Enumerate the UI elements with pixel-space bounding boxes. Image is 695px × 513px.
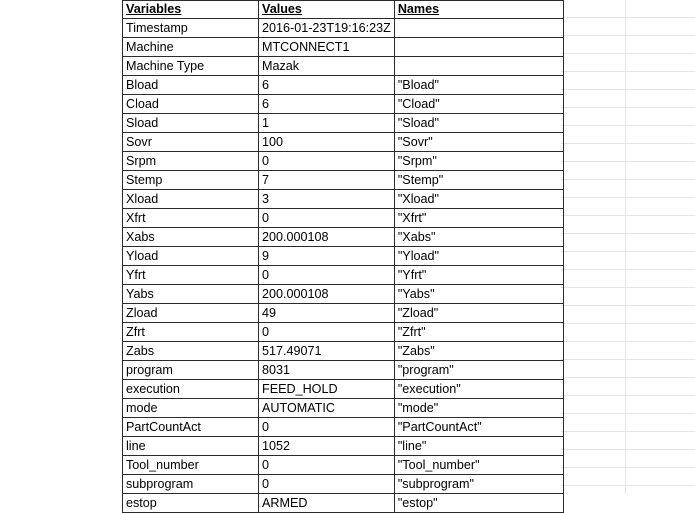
column-header-names[interactable] <box>394 1 563 19</box>
cell-name[interactable]: "Yload" <box>394 247 563 266</box>
cell-name[interactable]: "Yfrt" <box>394 266 563 285</box>
column-header-values-label: Values <box>262 2 302 17</box>
cell-name[interactable]: "execution" <box>394 380 563 399</box>
table-row <box>123 285 564 304</box>
cell-value[interactable]: 0 <box>259 418 395 437</box>
cell-value[interactable]: FEED_HOLD <box>259 380 395 399</box>
table-row <box>123 475 564 494</box>
cell-name[interactable]: "Srpm" <box>394 152 563 171</box>
column-header-names-label: Names <box>397 2 440 17</box>
table-row <box>123 95 564 114</box>
cell-value[interactable]: ARMED <box>259 494 395 513</box>
cell-value[interactable]: 7 <box>259 171 395 190</box>
cell-variable[interactable]: PartCountAct <box>123 418 259 437</box>
cell-variable[interactable]: execution <box>123 380 259 399</box>
cell-value[interactable]: 0 <box>259 323 395 342</box>
cell-value[interactable]: Mazak <box>259 57 395 76</box>
table-row <box>123 19 564 38</box>
cell-name[interactable] <box>394 38 563 57</box>
table-row <box>123 399 564 418</box>
cell-value[interactable]: 1 <box>259 114 395 133</box>
cell-name[interactable]: "subprogram" <box>394 475 563 494</box>
cell-value[interactable]: 1052 <box>259 437 395 456</box>
cell-variable[interactable]: program <box>123 361 259 380</box>
cell-variable[interactable]: Cload <box>123 95 259 114</box>
cell-variable[interactable]: subprogram <box>123 475 259 494</box>
cell-value[interactable]: 0 <box>259 266 395 285</box>
cell-name[interactable] <box>394 57 563 76</box>
cell-name[interactable]: "Sovr" <box>394 133 563 152</box>
cell-name[interactable]: "Yabs" <box>394 285 563 304</box>
table-row <box>123 152 564 171</box>
table-body <box>123 19 564 513</box>
cell-variable[interactable]: Machine <box>123 38 259 57</box>
cell-name[interactable]: "Cload" <box>394 95 563 114</box>
cell-name[interactable]: "Tool_number" <box>394 456 563 475</box>
table-row <box>123 247 564 266</box>
table-row <box>123 418 564 437</box>
table-row <box>123 76 564 95</box>
cell-variable[interactable]: Zload <box>123 304 259 323</box>
cell-value[interactable]: 49 <box>259 304 395 323</box>
cell-variable[interactable]: line <box>123 437 259 456</box>
cell-value[interactable]: 200.000108 <box>259 228 395 247</box>
cell-name[interactable]: "PartCountAct" <box>394 418 563 437</box>
cell-value[interactable]: 0 <box>259 209 395 228</box>
cell-value[interactable]: 0 <box>259 456 395 475</box>
variables-table <box>122 0 564 513</box>
cell-variable[interactable]: Yabs <box>123 285 259 304</box>
cell-variable[interactable]: Yload <box>123 247 259 266</box>
cell-variable[interactable]: Bload <box>123 76 259 95</box>
cell-variable[interactable]: Yfrt <box>123 266 259 285</box>
table-row <box>123 38 564 57</box>
table-row <box>123 323 564 342</box>
table-row <box>123 209 564 228</box>
cell-value[interactable]: 9 <box>259 247 395 266</box>
cell-variable[interactable]: Zabs <box>123 342 259 361</box>
cell-value[interactable]: AUTOMATIC <box>259 399 395 418</box>
cell-variable[interactable]: Sload <box>123 114 259 133</box>
table-row <box>123 437 564 456</box>
table-row <box>123 133 564 152</box>
cell-name[interactable]: "mode" <box>394 399 563 418</box>
table-row <box>123 456 564 475</box>
table-header-row <box>123 1 564 19</box>
cell-value[interactable]: 8031 <box>259 361 395 380</box>
cell-value[interactable]: 2016-01-23T19:16:23Z <box>259 19 395 38</box>
cell-variable[interactable]: Xfrt <box>123 209 259 228</box>
table-row <box>123 304 564 323</box>
table-row <box>123 494 564 513</box>
cell-value[interactable]: 517.49071 <box>259 342 395 361</box>
table-row <box>123 171 564 190</box>
cell-variable[interactable]: mode <box>123 399 259 418</box>
table-row <box>123 380 564 399</box>
cell-name[interactable]: "Bload" <box>394 76 563 95</box>
cell-variable[interactable]: Sovr <box>123 133 259 152</box>
table-row <box>123 342 564 361</box>
column-header-variables-label: Variables <box>126 2 182 17</box>
cell-name[interactable]: "Zabs" <box>394 342 563 361</box>
cell-value[interactable]: 100 <box>259 133 395 152</box>
cell-name[interactable]: "Stemp" <box>394 171 563 190</box>
cell-name[interactable]: "Zload" <box>394 304 563 323</box>
cell-variable[interactable]: Srpm <box>123 152 259 171</box>
cell-name[interactable]: "Sload" <box>394 114 563 133</box>
column-header-values[interactable] <box>259 1 395 19</box>
cell-value[interactable]: 200.000108 <box>259 285 395 304</box>
cell-value[interactable]: MTCONNECT1 <box>259 38 395 57</box>
table-row <box>123 266 564 285</box>
cell-variable[interactable]: Xload <box>123 190 259 209</box>
table-row <box>123 190 564 209</box>
cell-name[interactable]: "Xload" <box>394 190 563 209</box>
cell-value[interactable]: 6 <box>259 95 395 114</box>
cell-name[interactable]: "Xabs" <box>394 228 563 247</box>
cell-value[interactable]: 3 <box>259 190 395 209</box>
cell-name[interactable]: "line" <box>394 437 563 456</box>
cell-value[interactable]: 6 <box>259 76 395 95</box>
cell-variable[interactable]: estop <box>123 494 259 513</box>
cell-variable[interactable]: Xabs <box>123 228 259 247</box>
table-row <box>123 114 564 133</box>
cell-name[interactable] <box>394 19 563 38</box>
cell-name[interactable]: "program" <box>394 361 563 380</box>
cell-variable[interactable]: Machine Type <box>123 57 259 76</box>
cell-value[interactable]: 0 <box>259 475 395 494</box>
table-row <box>123 361 564 380</box>
cell-name[interactable]: "estop" <box>394 494 563 513</box>
cell-variable[interactable]: Timestamp <box>123 19 259 38</box>
column-header-variables[interactable] <box>123 1 259 19</box>
cell-variable[interactable]: Tool_number <box>123 456 259 475</box>
cell-value[interactable]: 0 <box>259 152 395 171</box>
cell-variable[interactable]: Stemp <box>123 171 259 190</box>
cell-name[interactable]: "Zfrt" <box>394 323 563 342</box>
variables-table-container <box>122 0 564 513</box>
table-row <box>123 228 564 247</box>
table-row <box>123 57 564 76</box>
cell-name[interactable]: "Xfrt" <box>394 209 563 228</box>
cell-variable[interactable]: Zfrt <box>123 323 259 342</box>
